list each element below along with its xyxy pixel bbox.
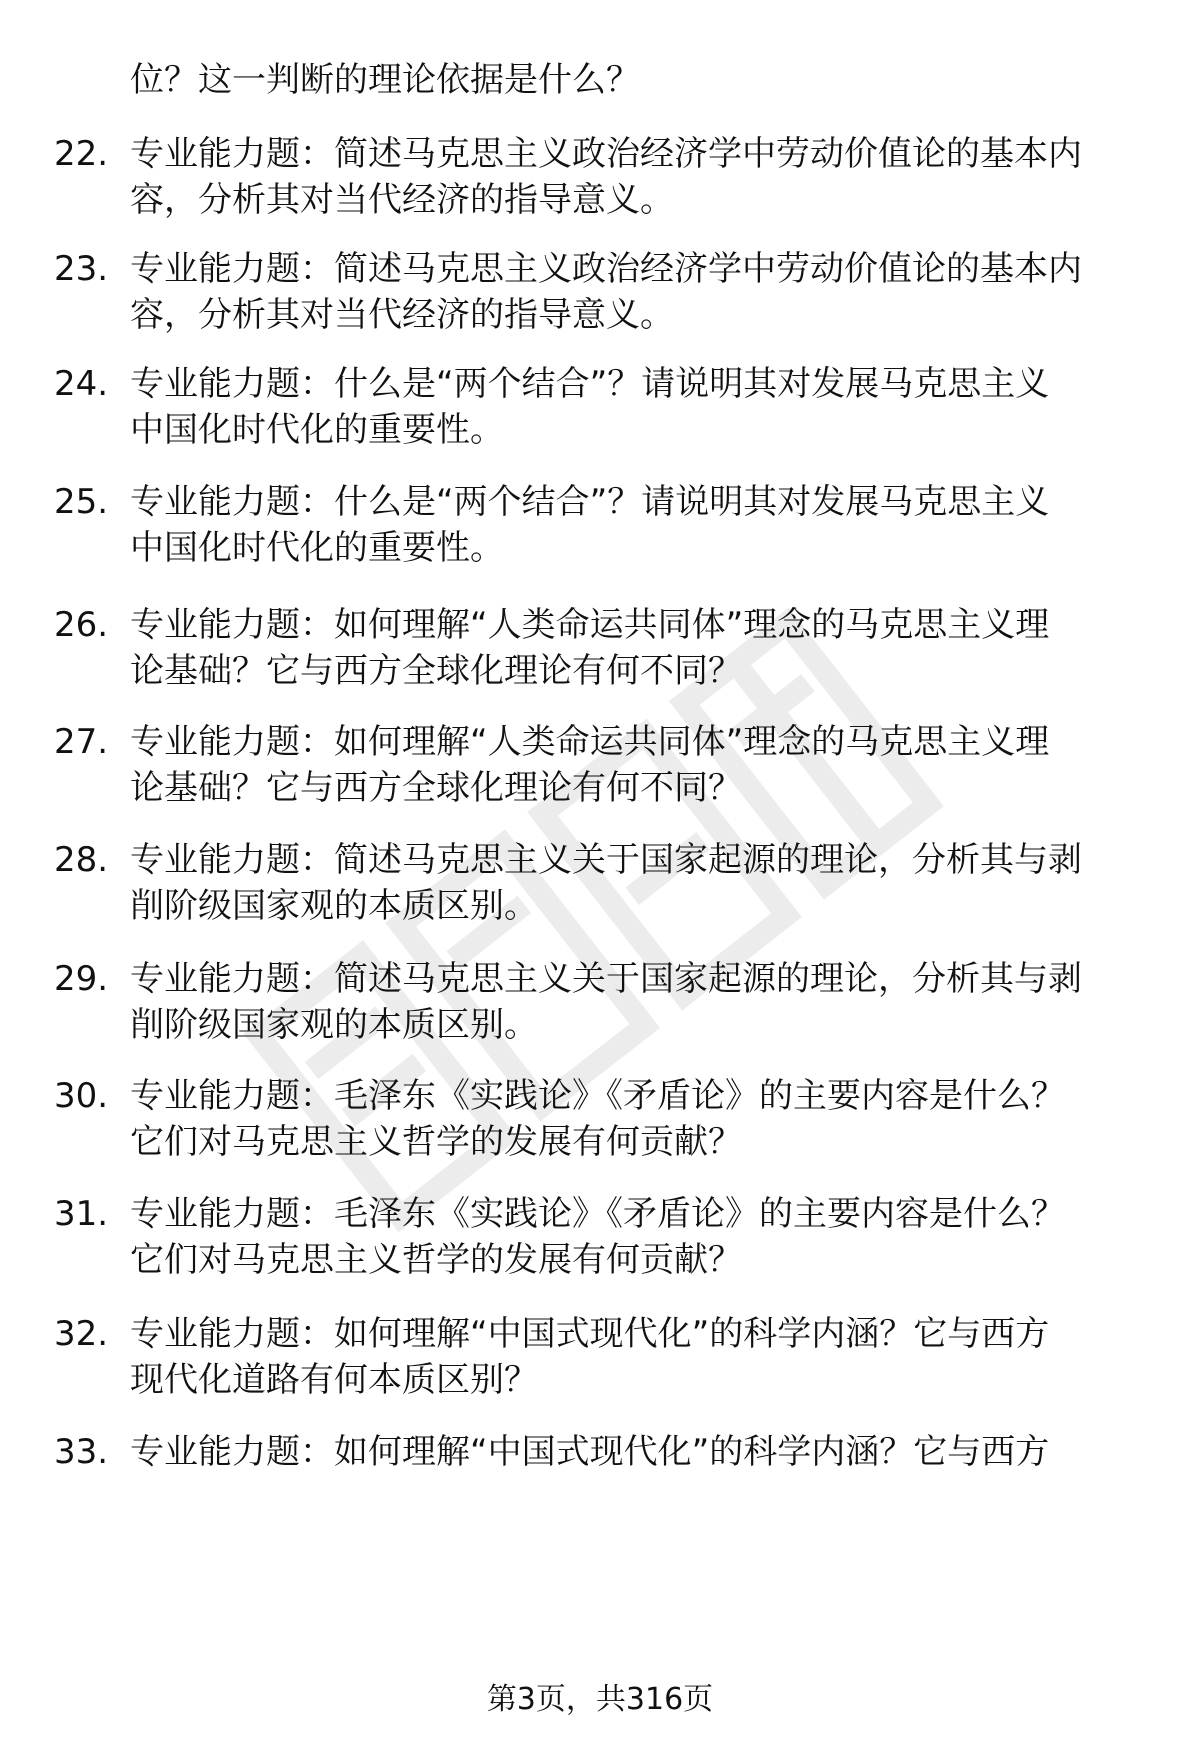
item-text-line2: 现代化道路有何本质区别？ (130, 1360, 538, 1400)
item-text-line2: 容，分析其对当代经济的指导意义。 (130, 180, 674, 220)
item-text-line1: 专业能力题：什么是“两个结合”？请说明其对发展马克思主义 (130, 482, 1050, 522)
item-text-line2: 中国化时代化的重要性。 (130, 528, 504, 568)
item-text-line1: 专业能力题：简述马克思主义政治经济学中劳动价值论的基本内 (130, 134, 1082, 174)
item-text-line2: 削阶级国家观的本质区别。 (130, 1005, 538, 1045)
item-text-line1: 专业能力题：什么是“两个结合”？请说明其对发展马克思主义 (130, 364, 1050, 404)
item-number: 30. (54, 1076, 109, 1116)
item-number: 24. (54, 364, 109, 404)
item-text-line1: 专业能力题：简述马克思主义政治经济学中劳动价值论的基本内 (130, 249, 1082, 289)
item-text-line1: 专业能力题：如何理解“中国式现代化”的科学内涵？它与西方 (130, 1432, 1050, 1472)
item-text-line2: 它们对马克思主义哲学的发展有何贡献？ (130, 1122, 742, 1162)
item-number: 22. (54, 134, 109, 174)
item-number: 33. (54, 1432, 109, 1472)
item-text-line1: 专业能力题：毛泽东《实践论》《矛盾论》的主要内容是什么？ (130, 1194, 1065, 1234)
item-text-line1: 专业能力题：如何理解“人类命运共同体”理念的马克思主义理 (130, 605, 1050, 645)
item-text-line1: 专业能力题：简述马克思主义关于国家起源的理论，分析其与剥 (130, 840, 1082, 880)
item-text-line1: 专业能力题：如何理解“人类命运共同体”理念的马克思主义理 (130, 722, 1050, 762)
item-number: 25. (54, 482, 109, 522)
item-text-line1: 专业能力题：简述马克思主义关于国家起源的理论，分析其与剥 (130, 959, 1082, 999)
item-text-line1: 专业能力题：如何理解“中国式现代化”的科学内涵？它与西方 (130, 1314, 1050, 1354)
item-text-line2: 它们对马克思主义哲学的发展有何贡献？ (130, 1240, 742, 1280)
item-text-line2: 论基础？它与西方全球化理论有何不同？ (130, 768, 742, 808)
item-number: 32. (54, 1314, 109, 1354)
item-number: 26. (54, 605, 109, 645)
continuation-text: 位？这一判断的理论依据是什么？ (130, 60, 640, 100)
item-text-line2: 中国化时代化的重要性。 (130, 410, 504, 450)
item-text-line2: 削阶级国家观的本质区别。 (130, 886, 538, 926)
item-number: 27. (54, 722, 109, 762)
item-number: 29. (54, 959, 109, 999)
item-number: 28. (54, 840, 109, 880)
item-text-line1: 专业能力题：毛泽东《实践论》《矛盾论》的主要内容是什么？ (130, 1076, 1065, 1116)
page-footer: 第3页，共316页 (486, 1682, 714, 1717)
item-number: 23. (54, 249, 109, 289)
item-text-line2: 论基础？它与西方全球化理论有何不同？ (130, 651, 742, 691)
item-number: 31. (54, 1194, 109, 1234)
item-text-line2: 容，分析其对当代经济的指导意义。 (130, 295, 674, 335)
